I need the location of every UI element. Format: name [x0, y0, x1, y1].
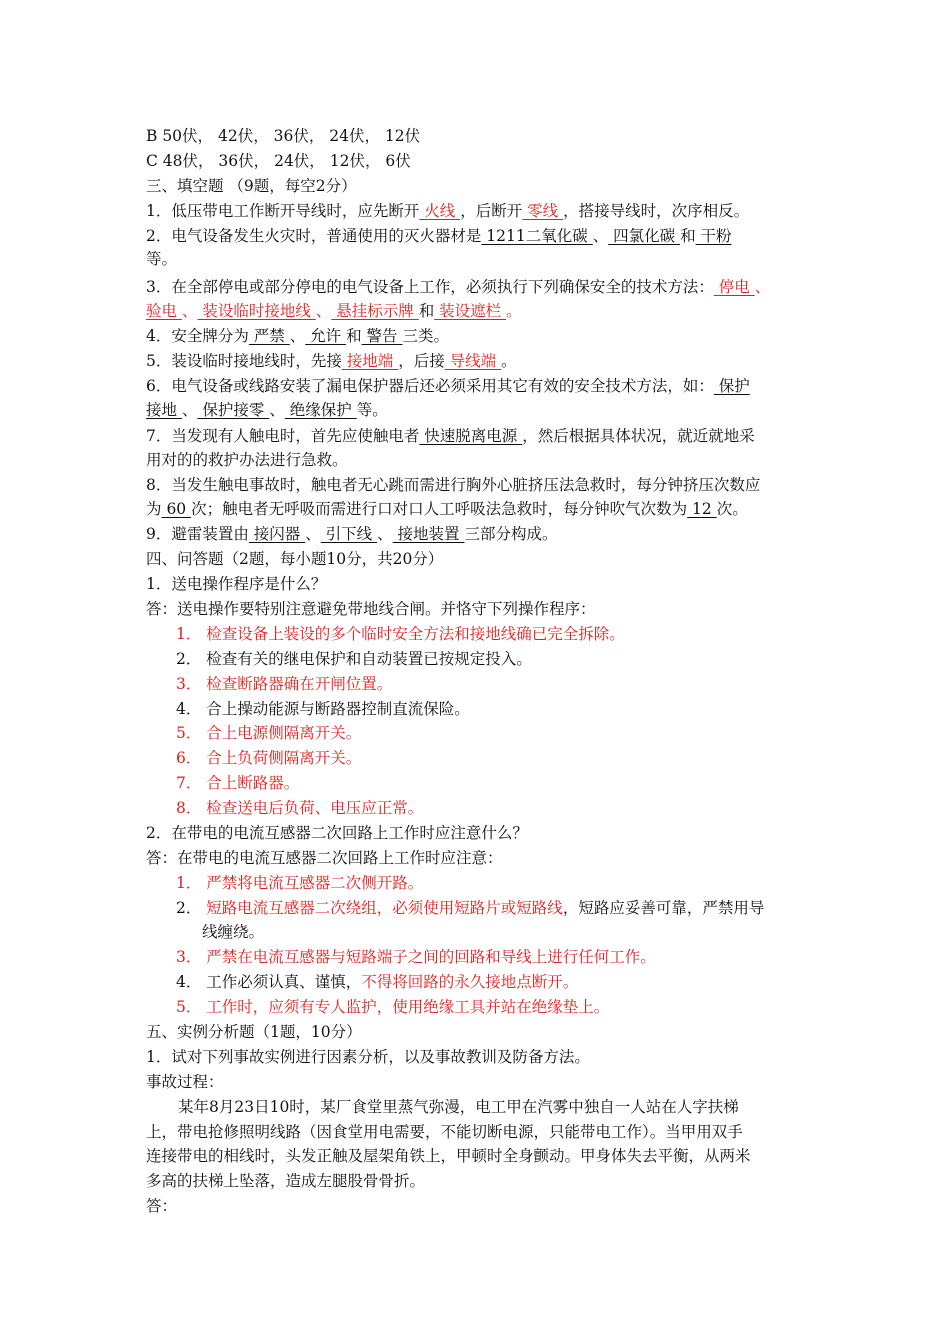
- process-label: 事故过程：: [146, 1073, 224, 1091]
- fill-q4: 4．安全牌分为 严禁 、 允许 和 警告 三类。: [146, 327, 449, 345]
- blank-answer: 接地装置: [392, 525, 465, 543]
- fill-q3-cont: 验电 、 装设临时接地线 、 悬挂标示牌 和 装设遮栏 。: [146, 302, 522, 320]
- case-paragraph-line: 连接带电的相线时，头发正触及屋架角铁上，甲顿时全身颤动。甲身体失去平衡，从两米: [146, 1147, 751, 1165]
- blank-answer: 悬挂标示牌: [331, 302, 419, 320]
- fill-q2: 2．电气设备发生火灾时，普通使用的灭火器材是 1211二氧化碳 、 四氯化碳 和 干粉: [146, 227, 732, 245]
- question-2: 2．在带电的电流互感器二次回路上工作时应注意什么？: [146, 824, 528, 842]
- answer-2-item-cont: 线缠绕。: [202, 923, 265, 941]
- option-c: C 48伏， 36伏， 24伏， 12伏， 6伏: [146, 152, 411, 170]
- blank-answer: 导线端: [444, 352, 502, 370]
- case-paragraph-line: 多高的扶梯上坠落，造成左腿股骨骨折。: [146, 1172, 426, 1190]
- blank-answer: 快速脱离电源: [419, 427, 523, 445]
- blank-answer: 火线: [419, 202, 461, 220]
- answer-2-item: 4． 工作必须认真、谨慎，不得将回路的永久接地点断开。: [176, 973, 579, 991]
- fill-q6-cont: 接地 、 保护接零 、 绝缘保护 等。: [146, 401, 388, 419]
- answer-1-item: 7． 合上断路器。: [176, 774, 300, 792]
- fill-q3: 3．在全部停电或部分停电的电气设备上工作，必须执行下列确保安全的技术方法： 停电 、: [146, 278, 771, 296]
- blank-answer: 保护: [713, 377, 750, 395]
- fill-q8-cont: 为 60 次；触电者无呼吸而需进行口对口人工呼吸法急救时，每分钟吹气次数为 12 次。: [146, 500, 748, 518]
- question-1: 1．送电操作程序是什么？: [146, 575, 327, 593]
- answer-2-item: 1． 严禁将电流互感器二次侧开路。: [176, 874, 424, 892]
- fill-q7: 7．当发现有人触电时，首先应使触电者 快速脱离电源 ，然后根据具体状况，就近就地采: [146, 427, 755, 445]
- fill-q8: 8．当发生触电事故时，触电者无心跳而需进行胸外心脏挤压法急救时，每分钟挤压次数应: [146, 476, 761, 494]
- section3-heading: 三、填空题 （9题，每空2分）: [146, 177, 357, 195]
- blank-answer: 零线: [522, 202, 564, 220]
- answer-2-item: 3． 严禁在电流互感器与短路端子之间的回路和导线上进行任何工作。: [176, 948, 656, 966]
- section4-heading: 四、问答题（2题，每小题10分，共20分）: [146, 550, 444, 568]
- section5-heading: 五、实例分析题（1题，10分）: [146, 1023, 362, 1041]
- answer-1-item: 2． 检查有关的继电保护和自动装置已按规定投入。: [176, 650, 532, 668]
- blank-answer: 严禁: [248, 327, 290, 345]
- fill-q7-cont: 用对的的救护办法进行急救。: [146, 451, 348, 469]
- fill-q2-cont: 等。: [146, 250, 178, 268]
- case-paragraph-line: 上，带电抢修照明线路（因食堂用电需要，不能切断电源，只能带电工作）。当甲用双手: [146, 1123, 743, 1141]
- blank-answer: 引下线: [320, 525, 378, 543]
- blank-answer: 验电: [146, 302, 182, 320]
- case-question: 1．试对下列事故实例进行因素分析，以及事故教训及防备方法。: [146, 1048, 590, 1066]
- blank-answer: 保护接零: [197, 401, 270, 419]
- answer-1-item: 3． 检查断路器确在开闸位置。: [176, 675, 393, 693]
- blank-answer: 绝缘保护: [284, 401, 357, 419]
- option-b: B 50伏， 42伏， 36伏， 24伏， 12伏: [146, 127, 421, 145]
- blank-answer: 12: [687, 500, 717, 518]
- answer-2-item: 2． 短路电流互感器二次绕组，必须使用短路片或短路线，短路应妥善可靠，严禁用导: [176, 899, 765, 917]
- blank-answer: 四氯化碳: [608, 227, 681, 245]
- answer-1-item: 5． 合上电源侧隔离开关。: [176, 724, 362, 742]
- blank-answer: 接闪器: [248, 525, 306, 543]
- fill-q9: 9．避雷装置由 接闪器 、 引下线 、 接地装置 三部分构成。: [146, 525, 558, 543]
- blank-answer: 接地: [146, 401, 182, 419]
- answer-label: 答：: [146, 1197, 178, 1215]
- blank-answer: 警告: [361, 327, 403, 345]
- blank-answer: 干粉: [695, 227, 732, 245]
- blank-answer: 装设临时接地线: [197, 302, 316, 320]
- answer-1-item: 6． 合上负荷侧隔离开关。: [176, 749, 362, 767]
- blank-answer: 1211二氧化碳: [481, 227, 593, 245]
- fill-q5: 5．装设临时接地线时，先接 接地端 ，后接 导线端 。: [146, 352, 517, 370]
- blank-answer: 装设遮栏: [434, 302, 507, 320]
- blank-answer: 停电: [713, 278, 755, 296]
- answer-1-item: 4． 合上操动能源与断路器控制直流保险。: [176, 700, 470, 718]
- answer-1-item: 8． 检查送电后负荷、电压应正常。: [176, 799, 424, 817]
- blank-answer: 允许: [305, 327, 347, 345]
- fill-q1: 1．低压带电工作断开导线时，应先断开 火线 ，后断开 零线 ，搭接导线时，次序相反。: [146, 202, 750, 220]
- blank-answer: 接地端: [341, 352, 399, 370]
- answer-1-item: 1． 检查设备上装设的多个临时安全方法和接地线确已完全拆除。: [176, 625, 625, 643]
- case-paragraph-line: 某年8月23日10时，某厂食堂里蒸气弥漫，电工甲在汽雾中独自一人站在人字扶梯: [178, 1098, 739, 1116]
- fill-q6: 6．电气设备或线路安装了漏电保护器后还必须采用其它有效的安全技术方法，如： 保护: [146, 377, 750, 395]
- blank-answer: 60: [161, 500, 192, 518]
- answer-1-intro: 答：送电操作要特别注意避免带地线合闸。并恪守下列操作程序：: [146, 600, 596, 618]
- answer-2-intro: 答：在带电的电流互感器二次回路上工作时应注意：: [146, 849, 503, 867]
- answer-2-item: 5． 工作时，应须有专人监护，使用绝缘工具并站在绝缘垫上。: [176, 998, 610, 1016]
